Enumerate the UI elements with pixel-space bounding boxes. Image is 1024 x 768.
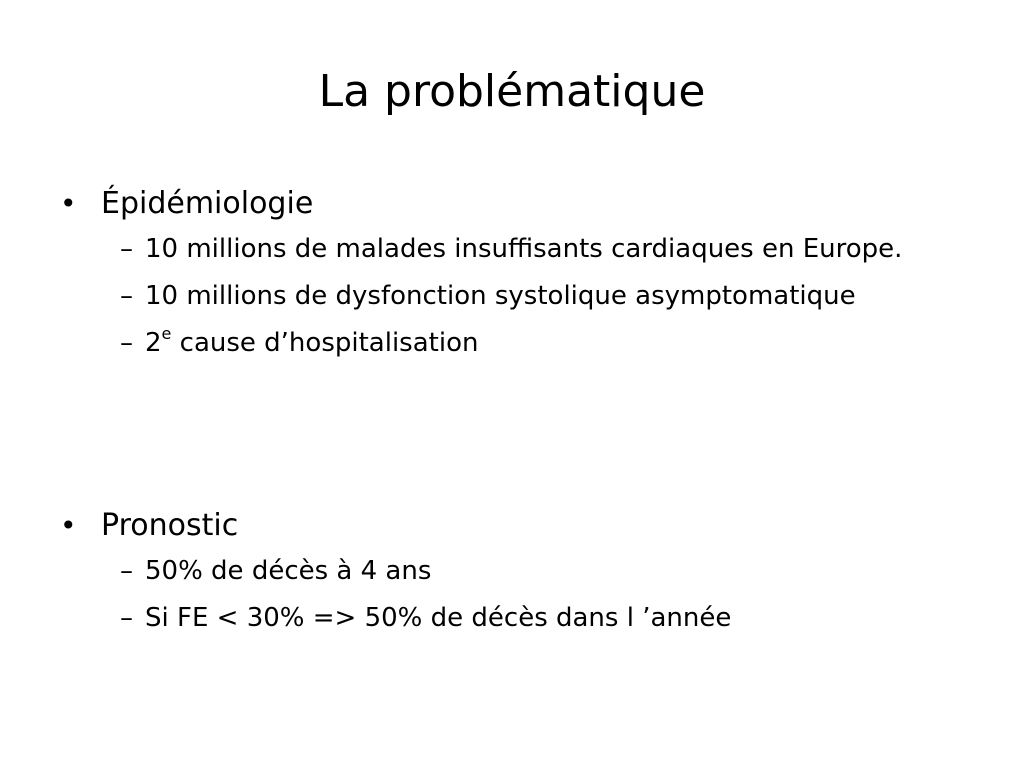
bullet-icon: • bbox=[60, 187, 77, 220]
dash-icon: – bbox=[120, 556, 133, 586]
slide-title: La problématique bbox=[318, 66, 706, 117]
section-epidemiologie bbox=[60, 182, 980, 371]
sub-item bbox=[60, 230, 935, 269]
dash-icon: – bbox=[120, 328, 133, 358]
sub-item bbox=[60, 277, 935, 316]
bullet-label: Pronostic bbox=[101, 508, 239, 543]
sub-item bbox=[60, 599, 935, 638]
bullet-row bbox=[60, 182, 980, 226]
sub-list bbox=[60, 552, 980, 638]
sub-item-text: 50% de décès à 4 ans bbox=[145, 556, 432, 586]
sub-item-text: Si FE < 30% => 50% de décès dans l ’année bbox=[145, 603, 732, 633]
sub-item-text: cause d’hospitalisation bbox=[171, 328, 479, 358]
dash-icon: – bbox=[120, 281, 133, 311]
ordinal-superscript: e bbox=[161, 324, 172, 344]
sub-item-text: 10 millions de dysfonction systolique asymptomatique bbox=[145, 281, 856, 311]
sub-list bbox=[60, 230, 980, 363]
dash-icon: – bbox=[120, 603, 133, 633]
bullet-label: Épidémiologie bbox=[101, 186, 314, 221]
sub-item bbox=[60, 324, 935, 363]
sub-item bbox=[60, 552, 935, 591]
sub-item-text: 10 millions de malades insuffisants cardiaques en Europe. bbox=[145, 234, 903, 264]
bullet-icon: • bbox=[60, 509, 77, 542]
section-pronostic bbox=[60, 504, 980, 646]
sub-item-number: 2 bbox=[145, 328, 162, 358]
dash-icon: – bbox=[120, 234, 133, 264]
bullet-row bbox=[60, 504, 980, 548]
